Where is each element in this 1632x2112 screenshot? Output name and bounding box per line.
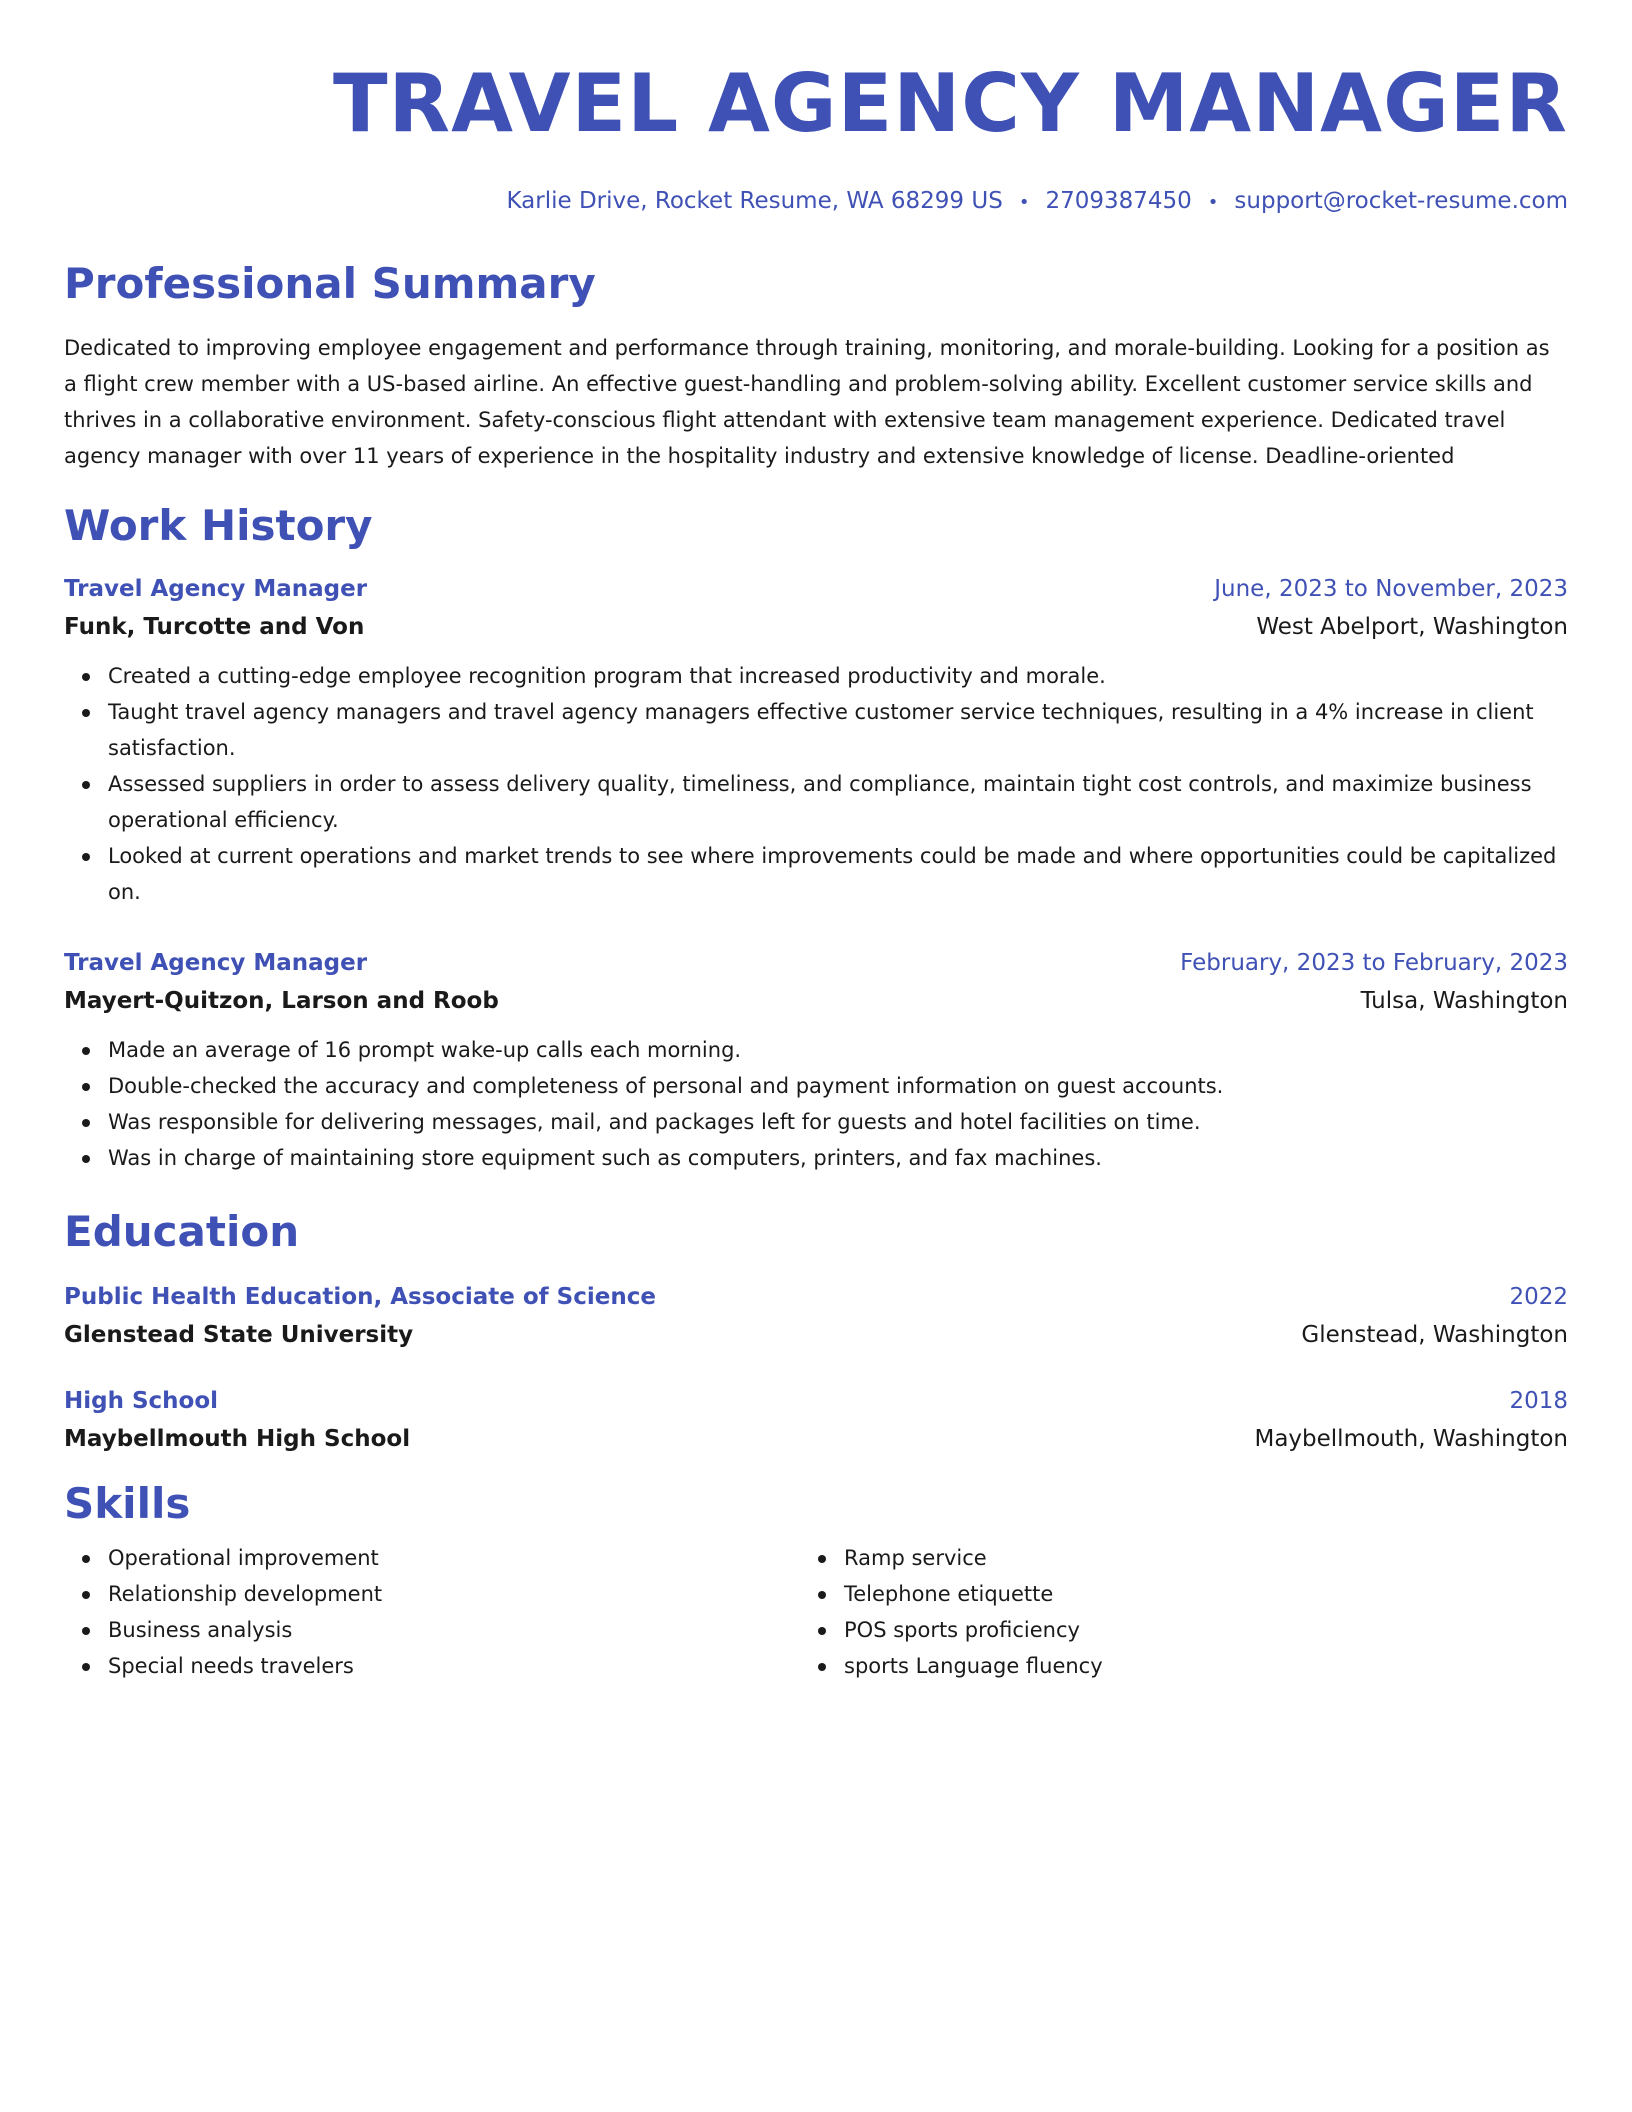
list-item: Was in charge of maintaining store equipment such as computers, printers, and fax machines. — [108, 1140, 1568, 1176]
contact-separator: • — [1207, 192, 1219, 213]
list-item: Special needs travelers — [108, 1648, 800, 1684]
list-item: Assessed suppliers in order to assess delivery quality, timeliness, and compliance, maintain tight cost controls, and maximize business operational efficiency. — [108, 766, 1568, 838]
contact-line — [64, 186, 1568, 218]
job-company-row — [64, 610, 1568, 644]
job-header-row — [64, 946, 1568, 980]
education-year: 2022 — [1509, 1284, 1568, 1310]
education-school-row — [64, 1422, 1568, 1456]
job-dates: June, 2023 to November, 2023 — [1214, 576, 1568, 602]
education-entry — [64, 1384, 1568, 1456]
list-item: Looked at current operations and market trends to see where improvements could be made and where opportunities could be capitalized on. — [108, 838, 1568, 910]
list-item: Ramp service — [844, 1540, 1536, 1576]
job-location: Tulsa, Washington — [1360, 988, 1568, 1014]
list-item: Operational improvement — [108, 1540, 800, 1576]
list-item: Telephone etiquette — [844, 1576, 1536, 1612]
summary-text: Dedicated to improving employee engagement and performance through training, monitoring, and morale-building. Looking for a position as a flight crew member with a US-based airline. An effective guest-handling and problem-solving ability. Excellent customer service skills and thrives in a collaborative environment. Safety-conscious flight attendant with extensive team management experience. Dedicated travel agency manager with over 11 years of experience in the hospitality industry and extensive knowledge of license. Deadline-oriented — [64, 336, 1550, 468]
skills-list-left — [64, 1540, 800, 1684]
job-header-row — [64, 572, 1568, 606]
contact-separator: • — [1018, 192, 1030, 213]
list-item: Taught travel agency managers and travel agency managers effective customer service techniques, resulting in a 4% increase in client satisfaction. — [108, 694, 1568, 766]
education-school: Maybellmouth High School — [64, 1426, 411, 1452]
education-entry — [64, 1280, 1568, 1352]
list-item: Was responsible for delivering messages, mail, and packages left for guests and hotel facilities on time. — [108, 1104, 1568, 1140]
contact-address: Karlie Drive, Rocket Resume, WA 68299 US — [506, 188, 1003, 214]
job-role: Travel Agency Manager — [64, 950, 368, 976]
skills-columns — [64, 1540, 1568, 1684]
list-item: Business analysis — [108, 1612, 800, 1648]
skills-list-right — [800, 1540, 1536, 1684]
job-role: Travel Agency Manager — [64, 576, 368, 602]
education-degree: High School — [64, 1388, 219, 1414]
education-header-row — [64, 1280, 1568, 1314]
education-degree: Public Health Education, Associate of Science — [64, 1284, 656, 1310]
summary-heading: Professional Summary — [64, 259, 596, 308]
contact-email[interactable]: support@rocket-resume.com — [1234, 188, 1568, 214]
list-item: POS sports proficiency — [844, 1612, 1536, 1648]
job-company: Mayert-Quitzon, Larson and Roob — [64, 988, 499, 1014]
contact-phone: 2709387450 — [1045, 188, 1192, 214]
education-heading: Education — [64, 1207, 300, 1256]
job-bullets — [64, 658, 1568, 910]
list-item: Created a cutting-edge employee recognition program that increased productivity and morale. — [108, 658, 1568, 694]
skills-heading: Skills — [64, 1479, 191, 1528]
education-location: Maybellmouth, Washington — [1254, 1426, 1568, 1452]
list-item: Double-checked the accuracy and completeness of personal and payment information on guest accounts. — [108, 1068, 1568, 1104]
education-school: Glenstead State University — [64, 1322, 414, 1348]
job-company: Funk, Turcotte and Von — [64, 614, 365, 640]
education-year: 2018 — [1509, 1388, 1568, 1414]
work-history-heading: Work History — [64, 501, 373, 550]
candidate-title: TRAVEL AGENCY MANAGER — [332, 57, 1568, 150]
job-dates: February, 2023 to February, 2023 — [1180, 950, 1568, 976]
job-company-row — [64, 984, 1568, 1018]
education-location: Glenstead, Washington — [1301, 1322, 1568, 1348]
job-bullets — [64, 1032, 1568, 1176]
job-entry — [64, 946, 1568, 1176]
list-item: Made an average of 16 prompt wake-up calls each morning. — [108, 1032, 1568, 1068]
job-entry — [64, 572, 1568, 910]
job-location: West Abelport, Washington — [1256, 614, 1568, 640]
list-item: sports Language fluency — [844, 1648, 1536, 1684]
education-school-row — [64, 1318, 1568, 1352]
education-header-row — [64, 1384, 1568, 1418]
list-item: Relationship development — [108, 1576, 800, 1612]
